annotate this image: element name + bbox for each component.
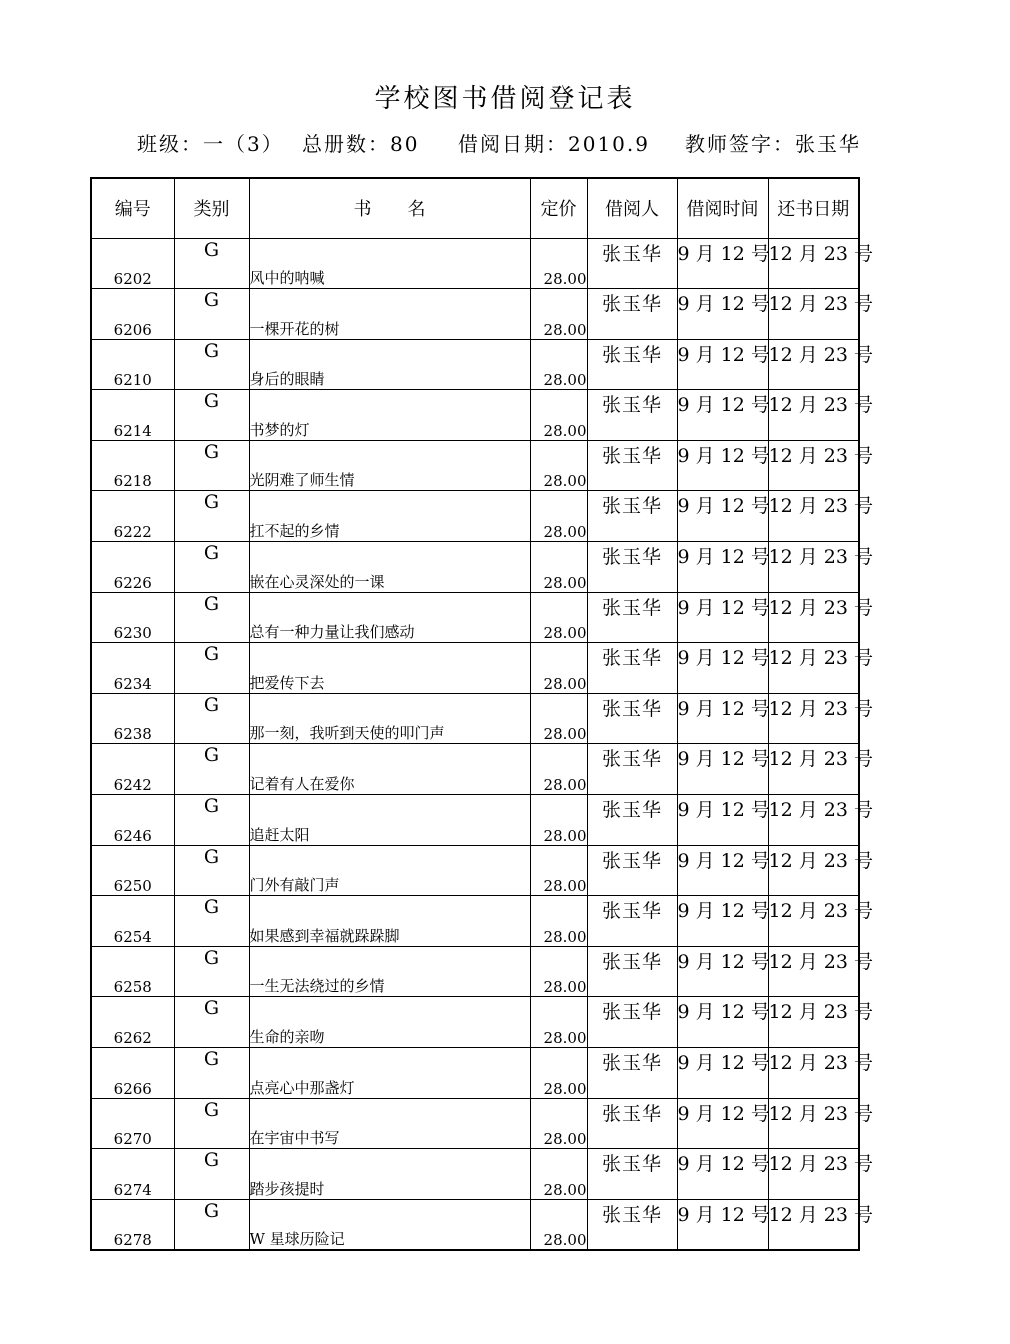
cell-borrow-date: 9 月 12 号	[677, 238, 768, 289]
cell-category: G	[174, 390, 249, 441]
cell-category: G	[174, 491, 249, 542]
cell-borrow-date: 9 月 12 号	[677, 946, 768, 997]
cell-borrower: 张玉华	[587, 1149, 677, 1200]
cell-return-date: 12 月 23 号	[768, 845, 859, 896]
cell-number: 6214	[91, 390, 174, 441]
cell-number: 6234	[91, 643, 174, 694]
class-info	[137, 128, 284, 157]
cell-price: 28.00	[530, 491, 587, 542]
cell-return-date: 12 月 23 号	[768, 1098, 859, 1149]
cell-number: 6262	[91, 997, 174, 1048]
cell-number: 6238	[91, 693, 174, 744]
cell-price: 28.00	[530, 896, 587, 947]
cell-category: G	[174, 339, 249, 390]
header-book-name: 书 名	[249, 178, 530, 238]
cell-borrow-date: 9 月 12 号	[677, 289, 768, 340]
cell-category: G	[174, 643, 249, 694]
cell-category: G	[174, 1048, 249, 1099]
cell-price: 28.00	[530, 390, 587, 441]
cell-category: G	[174, 845, 249, 896]
cell-borrow-date: 9 月 12 号	[677, 1149, 768, 1200]
cell-borrower: 张玉华	[587, 744, 677, 795]
cell-category: G	[174, 1199, 249, 1250]
cell-category: G	[174, 693, 249, 744]
cell-book-name: 追赶太阳	[249, 795, 530, 846]
cell-return-date: 12 月 23 号	[768, 795, 859, 846]
cell-borrow-date: 9 月 12 号	[677, 390, 768, 441]
table-row	[91, 693, 859, 744]
table-row	[91, 1098, 859, 1149]
cell-number: 6246	[91, 795, 174, 846]
cell-borrower: 张玉华	[587, 238, 677, 289]
cell-price: 28.00	[530, 997, 587, 1048]
cell-borrower: 张玉华	[587, 592, 677, 643]
cell-borrow-date: 9 月 12 号	[677, 1098, 768, 1149]
cell-number: 6218	[91, 440, 174, 491]
header-borrow-date: 借阅时间	[677, 178, 768, 238]
cell-price: 28.00	[530, 693, 587, 744]
cell-return-date: 12 月 23 号	[768, 289, 859, 340]
cell-borrow-date: 9 月 12 号	[677, 845, 768, 896]
cell-price: 28.00	[530, 1149, 587, 1200]
total-value: 80	[390, 132, 420, 156]
cell-number: 6202	[91, 238, 174, 289]
cell-return-date: 12 月 23 号	[768, 491, 859, 542]
cell-borrower: 张玉华	[587, 693, 677, 744]
cell-number: 6274	[91, 1149, 174, 1200]
cell-book-name: 门外有敲门声	[249, 845, 530, 896]
cell-price: 28.00	[530, 1048, 587, 1099]
cell-book-name: 扛不起的乡情	[249, 491, 530, 542]
cell-borrower: 张玉华	[587, 896, 677, 947]
table-row	[91, 946, 859, 997]
cell-number: 6230	[91, 592, 174, 643]
table-row	[91, 440, 859, 491]
cell-borrower: 张玉华	[587, 542, 677, 593]
cell-return-date: 12 月 23 号	[768, 542, 859, 593]
cell-borrow-date: 9 月 12 号	[677, 795, 768, 846]
cell-book-name: 书梦的灯	[249, 390, 530, 441]
header-return-date: 还书日期	[768, 178, 859, 238]
cell-borrower: 张玉华	[587, 1048, 677, 1099]
cell-category: G	[174, 946, 249, 997]
cell-return-date: 12 月 23 号	[768, 592, 859, 643]
cell-category: G	[174, 289, 249, 340]
page-title: 学校图书借阅登记表	[374, 84, 636, 114]
cell-borrow-date: 9 月 12 号	[677, 1048, 768, 1099]
cell-borrower: 张玉华	[587, 997, 677, 1048]
cell-price: 28.00	[530, 592, 587, 643]
cell-category: G	[174, 997, 249, 1048]
cell-borrower: 张玉华	[587, 795, 677, 846]
cell-book-name: 一生无法绕过的乡情	[249, 946, 530, 997]
cell-book-name: 踏步孩提时	[249, 1149, 530, 1200]
cell-book-name: 那一刻，我听到天使的叩门声	[249, 693, 530, 744]
header-row	[91, 178, 859, 238]
cell-price: 28.00	[530, 1199, 587, 1250]
cell-borrower: 张玉华	[587, 1199, 677, 1250]
teacher-signature: 张玉华	[795, 132, 861, 156]
cell-borrower: 张玉华	[587, 491, 677, 542]
cell-borrower: 张玉华	[587, 845, 677, 896]
table-row	[91, 1048, 859, 1099]
cell-category: G	[174, 896, 249, 947]
cell-return-date: 12 月 23 号	[768, 693, 859, 744]
header-number: 编号	[91, 178, 174, 238]
cell-price: 28.00	[530, 440, 587, 491]
cell-book-name: 在宇宙中书写	[249, 1098, 530, 1149]
cell-number: 6226	[91, 542, 174, 593]
table-row	[91, 744, 859, 795]
cell-number: 6222	[91, 491, 174, 542]
teacher-label: 教师签字：	[685, 132, 795, 156]
cell-borrow-date: 9 月 12 号	[677, 896, 768, 947]
cell-borrow-date: 9 月 12 号	[677, 693, 768, 744]
teacher-info	[685, 128, 861, 157]
cell-book-name: 风中的呐喊	[249, 238, 530, 289]
cell-return-date: 12 月 23 号	[768, 744, 859, 795]
cell-return-date: 12 月 23 号	[768, 997, 859, 1048]
cell-book-name: W 星球历险记	[249, 1199, 530, 1250]
header-category: 类别	[174, 178, 249, 238]
date-info	[458, 128, 650, 157]
cell-return-date: 12 月 23 号	[768, 339, 859, 390]
cell-price: 28.00	[530, 289, 587, 340]
cell-number: 6250	[91, 845, 174, 896]
table-row	[91, 339, 859, 390]
cell-price: 28.00	[530, 744, 587, 795]
cell-book-name: 嵌在心灵深处的一课	[249, 542, 530, 593]
table-row	[91, 643, 859, 694]
class-label: 班级：	[137, 132, 203, 156]
cell-category: G	[174, 238, 249, 289]
cell-category: G	[174, 1149, 249, 1200]
cell-borrow-date: 9 月 12 号	[677, 542, 768, 593]
table-row	[91, 845, 859, 896]
table-row	[91, 592, 859, 643]
cell-book-name: 记着有人在爱你	[249, 744, 530, 795]
table-row	[91, 896, 859, 947]
table-row	[91, 491, 859, 542]
cell-borrower: 张玉华	[587, 946, 677, 997]
cell-category: G	[174, 542, 249, 593]
cell-number: 6254	[91, 896, 174, 947]
cell-number: 6258	[91, 946, 174, 997]
table-row	[91, 390, 859, 441]
cell-return-date: 12 月 23 号	[768, 643, 859, 694]
cell-book-name: 点亮心中那盏灯	[249, 1048, 530, 1099]
cell-book-name: 一棵开花的树	[249, 289, 530, 340]
cell-return-date: 12 月 23 号	[768, 946, 859, 997]
date-label: 借阅日期：	[458, 132, 568, 156]
table-row	[91, 542, 859, 593]
table-row	[91, 238, 859, 289]
cell-category: G	[174, 1098, 249, 1149]
cell-return-date: 12 月 23 号	[768, 390, 859, 441]
date-value: 2010.9	[568, 132, 650, 156]
cell-return-date: 12 月 23 号	[768, 440, 859, 491]
cell-number: 6270	[91, 1098, 174, 1149]
cell-borrow-date: 9 月 12 号	[677, 491, 768, 542]
cell-category: G	[174, 795, 249, 846]
header-price: 定价	[530, 178, 587, 238]
cell-borrower: 张玉华	[587, 643, 677, 694]
cell-category: G	[174, 592, 249, 643]
cell-category: G	[174, 744, 249, 795]
cell-category: G	[174, 440, 249, 491]
cell-borrower: 张玉华	[587, 440, 677, 491]
cell-borrower: 张玉华	[587, 289, 677, 340]
table-row	[91, 1149, 859, 1200]
cell-borrow-date: 9 月 12 号	[677, 744, 768, 795]
cell-book-name: 生命的亲吻	[249, 997, 530, 1048]
table-row	[91, 289, 859, 340]
cell-book-name: 如果感到幸福就跺跺脚	[249, 896, 530, 947]
total-label: 总册数：	[302, 132, 390, 156]
cell-return-date: 12 月 23 号	[768, 1149, 859, 1200]
cell-borrow-date: 9 月 12 号	[677, 339, 768, 390]
cell-number: 6278	[91, 1199, 174, 1250]
cell-book-name: 光阴难了师生情	[249, 440, 530, 491]
cell-price: 28.00	[530, 795, 587, 846]
cell-borrow-date: 9 月 12 号	[677, 1199, 768, 1250]
cell-number: 6206	[91, 289, 174, 340]
cell-borrower: 张玉华	[587, 1098, 677, 1149]
cell-price: 28.00	[530, 1098, 587, 1149]
cell-book-name: 把爱传下去	[249, 643, 530, 694]
cell-return-date: 12 月 23 号	[768, 896, 859, 947]
cell-book-name: 身后的眼睛	[249, 339, 530, 390]
cell-number: 6266	[91, 1048, 174, 1099]
table-row	[91, 997, 859, 1048]
cell-price: 28.00	[530, 946, 587, 997]
cell-price: 28.00	[530, 542, 587, 593]
table-row	[91, 795, 859, 846]
cell-return-date: 12 月 23 号	[768, 1199, 859, 1250]
cell-return-date: 12 月 23 号	[768, 238, 859, 289]
cell-number: 6242	[91, 744, 174, 795]
cell-borrow-date: 9 月 12 号	[677, 592, 768, 643]
cell-borrow-date: 9 月 12 号	[677, 440, 768, 491]
header-borrower: 借阅人	[587, 178, 677, 238]
cell-price: 28.00	[530, 339, 587, 390]
cell-borrower: 张玉华	[587, 390, 677, 441]
cell-price: 28.00	[530, 643, 587, 694]
borrow-register-table	[90, 177, 873, 1251]
cell-borrower: 张玉华	[587, 339, 677, 390]
cell-book-name: 总有一种力量让我们感动	[249, 592, 530, 643]
cell-number: 6210	[91, 339, 174, 390]
cell-borrow-date: 9 月 12 号	[677, 997, 768, 1048]
cell-return-date: 12 月 23 号	[768, 1048, 859, 1099]
total-info	[302, 128, 419, 157]
cell-price: 28.00	[530, 238, 587, 289]
cell-price: 28.00	[530, 845, 587, 896]
class-value: 一（3）	[203, 132, 284, 156]
cell-borrow-date: 9 月 12 号	[677, 643, 768, 694]
table-row	[91, 1199, 859, 1250]
